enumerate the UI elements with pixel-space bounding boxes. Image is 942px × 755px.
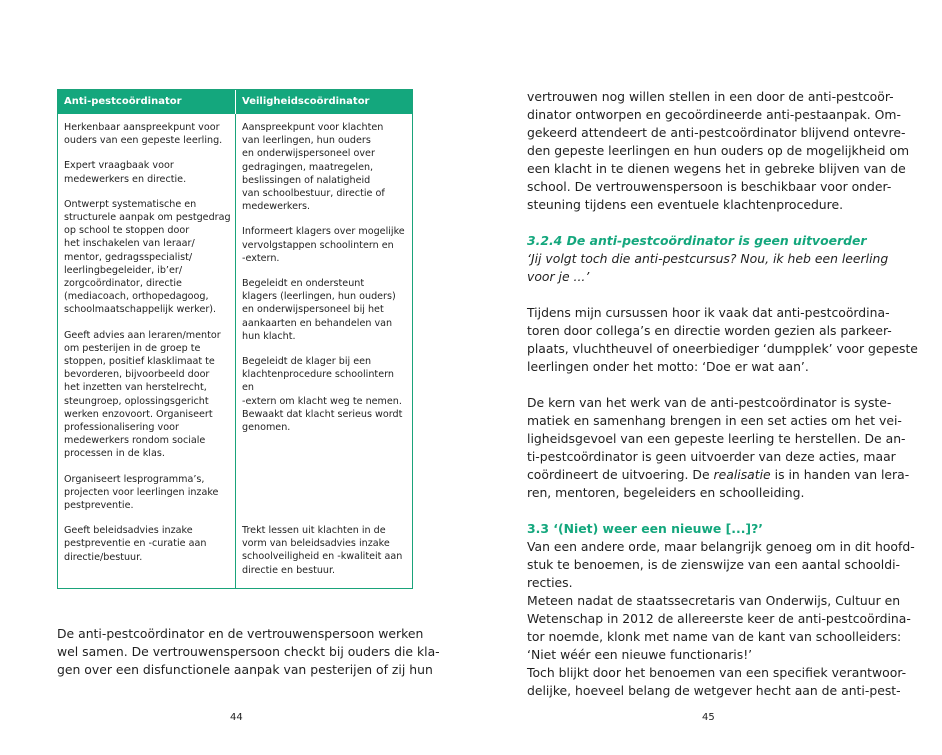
page-number: 44: [230, 712, 243, 723]
text-line: ti-pestcoördinator is geen uitvoerder van deze acties, maar: [527, 449, 896, 464]
table-header-row: [58, 90, 412, 114]
table-cell: Geeft beleidsadvies inzake pestpreventie en -curatie aan directie/bestuur.: [64, 525, 207, 563]
left-paragraph: [57, 625, 440, 679]
text-run: coördineert de uitvoering. De: [527, 467, 714, 482]
section-heading-3-3: 3.3 ‘(Niet) weer een nieuwe [...]?’: [527, 521, 763, 536]
table-cell: Trekt lessen uit klachten in de vorm van beleidsadvies inzake schoolveiligheid en -kwaliteit aan directie en bestuur.: [242, 525, 403, 576]
table-cell: Aanspreekpunt voor klachten van leerlingen, hun ouders en onderwijspersoneel over gedragingen, maatregelen, beslissingen of nalatigheid van schoolbestuur, directie of medewerkers.: [242, 122, 385, 213]
text-line: [527, 466, 910, 484]
right-page: [471, 0, 942, 755]
text-line: matiek en samenhang brengen in een set acties om het vei-: [527, 413, 902, 428]
table-cell: Ontwerpt systematische en structurele aanpak om pestgedrag op school te stoppen door het inschakelen van leraar/ mentor, gedragsspecialist/ leerlingbegeleider, ib’er/ zorgcoördinator, directie (mediacoach, orthopedagoog, schoolmaatschappelijk werker).: [64, 198, 231, 316]
text-line: plaats, vluchtheuvel of oneerbiediger ‘dumpplek’ voor gepeste: [527, 341, 918, 356]
text-line: school. De vertrouwenspersoon is beschikbaar voor onder-: [527, 179, 892, 194]
table-cell: Begeleidt de klager bij een klachtenprocedure schoolintern en -extern om klacht weg te nemen. Bewaakt dat klacht serieus wordt genomen.: [242, 356, 403, 434]
text-line: gen over een disfunctionele aanpak van pesterijen of zij hun: [57, 662, 433, 677]
text-line: Meteen nadat de staatssecretaris van Onderwijs, Cultuur en: [527, 593, 901, 608]
table-column-veiligheidscoordinator: [236, 114, 412, 588]
text-line: stuk te benoemen, is de zienswijze van een aantal schooldi-: [527, 557, 901, 572]
page-number: 45: [702, 712, 715, 723]
table-cell: Informeert klagers over mogelijke vervolgstappen schoolintern en -extern.: [242, 226, 405, 264]
table-column-anti-pestcoordinator: [58, 114, 236, 588]
table-body: [58, 114, 412, 588]
text-line: den gepeste leerlingen en hun ouders op de mogelijkheid om: [527, 143, 910, 158]
comparison-table: [57, 89, 413, 589]
table-header-anti-pestcoordinator: Anti-pestcoördinator: [58, 90, 236, 114]
right-text-column: [527, 88, 918, 700]
text-line: ligheidsgevoel van een gepeste leerling te herstellen. De an-: [527, 431, 906, 446]
text-line: wel samen. De vertrouwenspersoon checkt bij ouders die kla-: [57, 644, 440, 659]
text-line: dinator ontworpen en gecoördineerde anti-pestaanpak. Om-: [527, 107, 901, 122]
text-line: De anti-pestcoördinator en de vertrouwenspersoon werken: [57, 626, 424, 641]
table-cell: Organiseert lesprogramma’s, projecten voor leerlingen inzake pestpreventie.: [64, 473, 219, 512]
text-line: Tijdens mijn cursussen hoor ik vaak dat anti-pestcoördina-: [527, 305, 890, 320]
text-line: delijke, hoeveel belang de wetgever hecht aan de anti-pest-: [527, 683, 901, 698]
text-line: toren door collega’s en directie worden gezien als parkeer-: [527, 323, 892, 338]
text-line: een klacht in te dienen wegens het in gebreke blijven van de: [527, 161, 906, 176]
table-cell: Expert vraagbaak voor medewerkers en directie.: [64, 160, 187, 185]
quote-line: ‘Jij volgt toch die anti-pestcursus? Nou, ik heb een leerling: [527, 251, 889, 266]
table-cell: Geeft advies aan leraren/mentor om pesterijen in de groep te stoppen, positief klasklimaat te bevorderen, bijvoorbeeld door het inzetten van herstelrecht, steungroep, oplossingsgericht werken enzovoort. Organiseert professionalisering voor medewerkers rondom sociale processen in de klas.: [64, 329, 221, 460]
text-line: leerlingen onder het motto: ‘Doe er wat aan’.: [527, 359, 809, 374]
text-line: gekeerd attendeert de anti-pestcoördinator blijvend ontevre-: [527, 125, 906, 140]
text-line: steuning tijdens een eventuele klachtenprocedure.: [527, 197, 844, 212]
text-line: ‘Niet wéér een nieuwe functionaris!’: [527, 647, 753, 662]
text-line: Van een andere orde, maar belangrijk genoeg om in dit hoofd-: [527, 539, 915, 554]
text-line: Wetenschap in 2012 de allereerste keer de anti-pestcoördina-: [527, 611, 911, 626]
text-line: vertrouwen nog willen stellen in een door de anti-pestcoör-: [527, 89, 894, 104]
quote-line: voor je ...’: [527, 269, 590, 284]
text-line: Toch blijkt door het benoemen van een specifiek verantwoor-: [527, 665, 907, 680]
text-line: recties.: [527, 575, 573, 590]
text-line: De kern van het werk van de anti-pestcoördinator is syste-: [527, 395, 892, 410]
text-line: ren, mentoren, begeleiders en schoolleiding.: [527, 485, 805, 500]
emphasis-realisatie: realisatie: [713, 467, 771, 482]
table-cell: Herkenbaar aanspreekpunt voor ouders van een gepeste leerling.: [64, 122, 223, 147]
section-heading-3-2-4: 3.2.4 De anti-pestcoördinator is geen uitvoerder: [527, 233, 867, 248]
table-cell: Begeleidt en ondersteunt klagers (leerlingen, hun ouders) en onderwijspersoneel bij het aankaarten en behandelen van hun klacht.: [242, 278, 396, 342]
text-run: is in handen van lera-: [770, 467, 910, 482]
table-header-veiligheidscoordinator: Veiligheidscoördinator: [242, 96, 370, 107]
text-line: tor noemde, klonk met name van de kant van schoolleiders:: [527, 629, 902, 644]
